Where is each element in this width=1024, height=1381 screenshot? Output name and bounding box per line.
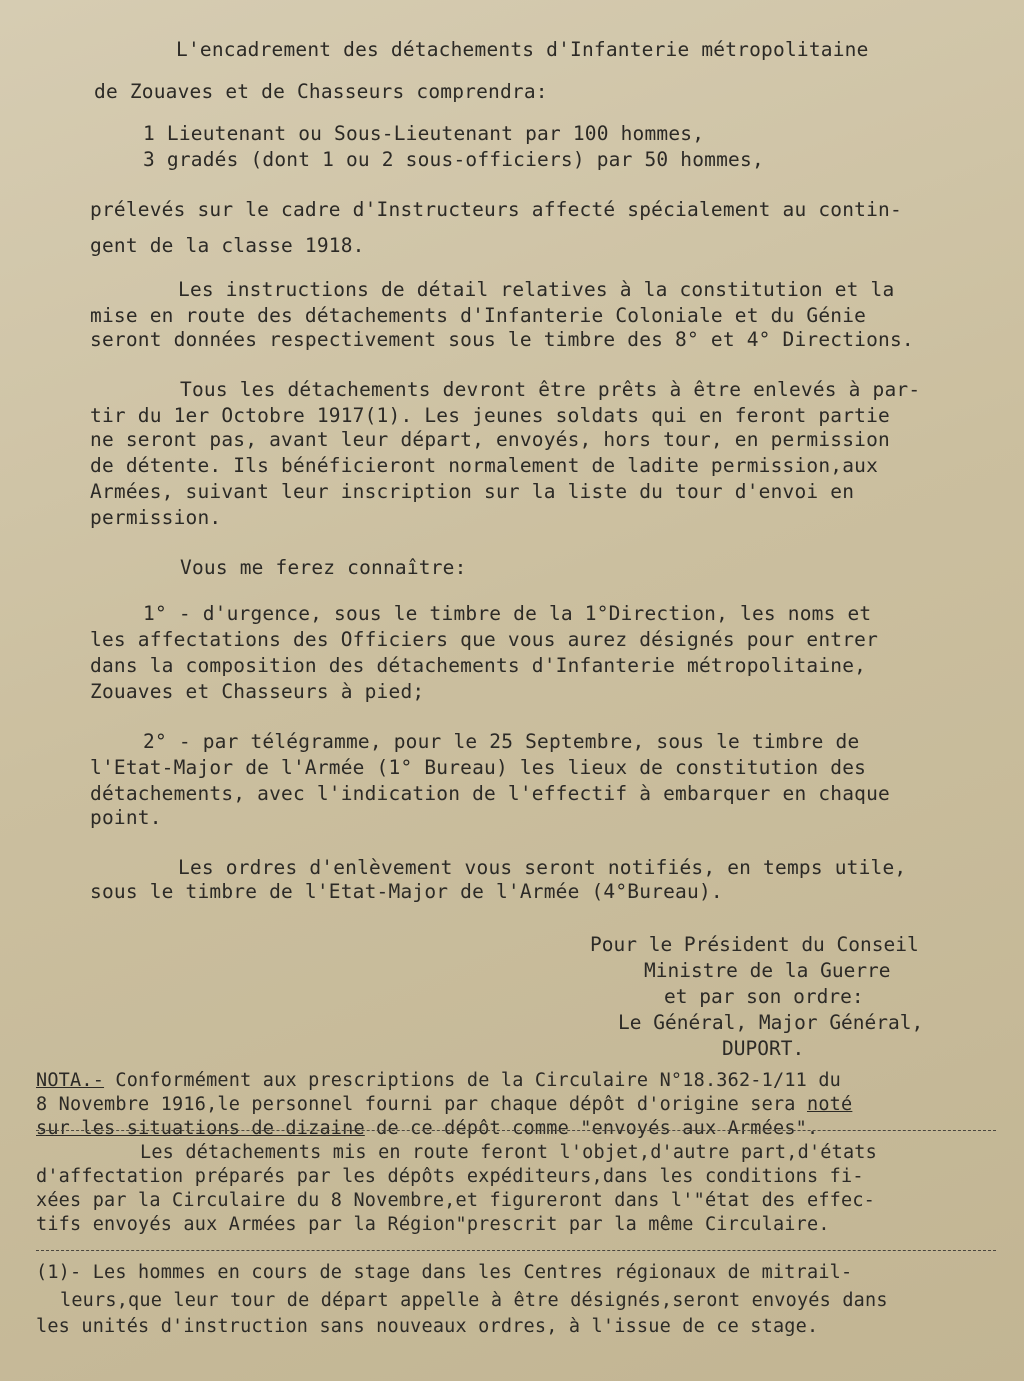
vous-line: Vous me ferez connaître:	[180, 556, 467, 579]
footnote-line-1: (1)- Les hommes en cours de stage dans les Centres régionaux de mitrail-	[36, 1262, 853, 1283]
intro-line-2: de Zouaves et de Chasseurs comprendra:	[94, 80, 548, 103]
intro-line-1: L'encadrement des détachements d'Infanterie métropolitaine	[176, 38, 869, 61]
item2-line-2: l'Etat-Major de l'Armée (1° Bureau) les lieux de constitution des	[90, 756, 867, 779]
item1-line-1: 1° - d'urgence, sous le timbre de la 1°Direction, les noms et	[143, 602, 872, 625]
nota-line-3-underlined: sur les situations de dizaine	[36, 1118, 365, 1139]
tous-line-3: ne seront pas, avant leur départ, envoyés, hors tour, en permission	[90, 428, 890, 451]
ordres-line-2: sous le timbre de l'Etat-Major de l'Armée (4°Bureau).	[90, 880, 723, 903]
signature-line-2: Ministre de la Guerre	[644, 959, 891, 982]
tous-line-4: de détente. Ils bénéficieront normalement de ladite permission,aux	[90, 454, 879, 477]
instructions-line-3: seront données respectivement sous le timbre des 8° et 4° Directions.	[90, 328, 914, 351]
ratio-line-1: 1 Lieutenant ou Sous-Lieutenant par 100 hommes,	[143, 122, 705, 145]
item2-line-4: point.	[90, 806, 162, 829]
ordres-line-1: Les ordres d'enlèvement vous seront notifiés, en temps utile,	[178, 856, 907, 879]
preleves-line-1: prélevés sur le cadre d'Instructeurs affecté spécialement au contin-	[90, 198, 902, 221]
footnote-separator-dashes	[36, 1250, 996, 1251]
nota-line-1	[36, 1070, 841, 1092]
tous-line-6: permission.	[90, 506, 222, 529]
nota-line-2-text: 8 Novembre 1916,le personnel fourni par chaque dépôt d'origine sera	[36, 1094, 796, 1115]
instructions-line-1: Les instructions de détail relatives à la constitution et la	[178, 278, 895, 301]
signature-line-1: Pour le Président du Conseil	[590, 933, 919, 956]
nota-line-1-text: Conformément aux prescriptions de la Circulaire N°18.362-1/11 du	[115, 1070, 842, 1091]
ratio-line-2: 3 gradés (dont 1 ou 2 sous-officiers) par 50 hommes,	[143, 148, 764, 171]
tous-line-1: Tous les détachements devront être prêts à être enlevés à par-	[180, 378, 921, 401]
tous-line-5: Armées, suivant leur inscription sur la liste du tour d'envoi en	[90, 480, 855, 503]
nota-line-3	[36, 1118, 818, 1140]
preleves-line-2: gent de la classe 1918.	[90, 234, 365, 257]
nota-line-2-underlined: noté	[807, 1094, 853, 1115]
nota-separator-dashes	[36, 1130, 996, 1131]
signature-line-3: et par son ordre:	[664, 985, 864, 1008]
nota-line-4: Les détachements mis en route feront l'objet,d'autre part,d'états	[140, 1142, 877, 1163]
signature-line-5: DUPORT.	[722, 1037, 805, 1060]
nota-line-3-text: de ce dépôt comme "envoyés aux Armées".	[376, 1118, 819, 1139]
footnote-line-2: leurs,que leur tour de départ appelle à être désignés,seront envoyés dans	[60, 1290, 888, 1311]
item1-line-3: dans la composition des détachements d'Infanterie métropolitaine,	[90, 654, 867, 677]
item1-line-4: Zouaves et Chasseurs à pied;	[90, 680, 425, 703]
item1-line-2: les affectations des Officiers que vous aurez désignés pour entrer	[90, 628, 879, 651]
instructions-line-2: mise en route des détachements d'Infanterie Coloniale et du Génie	[90, 304, 867, 327]
nota-line-5: d'affectation préparés par les dépôts expéditeurs,dans les conditions fi-	[36, 1166, 864, 1187]
signature-line-4: Le Général, Major Général,	[618, 1011, 924, 1034]
footnote-line-3: les unités d'instruction sans nouveaux ordres, à l'issue de ce stage.	[36, 1316, 819, 1337]
nota-label: NOTA.-	[36, 1070, 105, 1091]
item2-line-3: détachements, avec l'indication de l'effectif à embarquer en chaque	[90, 782, 890, 805]
item2-line-1: 2° - par télégramme, pour le 25 Septembre, sous le timbre de	[143, 730, 860, 753]
nota-line-6: xées par la Circulaire du 8 Novembre,et figureront dans l'"état des effec-	[36, 1190, 876, 1211]
tous-line-2: tir du 1er Octobre 1917(1). Les jeunes soldats qui en feront partie	[90, 404, 890, 427]
nota-line-7: tifs envoyés aux Armées par la Région"prescrit par la même Circulaire.	[36, 1214, 830, 1235]
nota-line-2	[36, 1094, 852, 1116]
